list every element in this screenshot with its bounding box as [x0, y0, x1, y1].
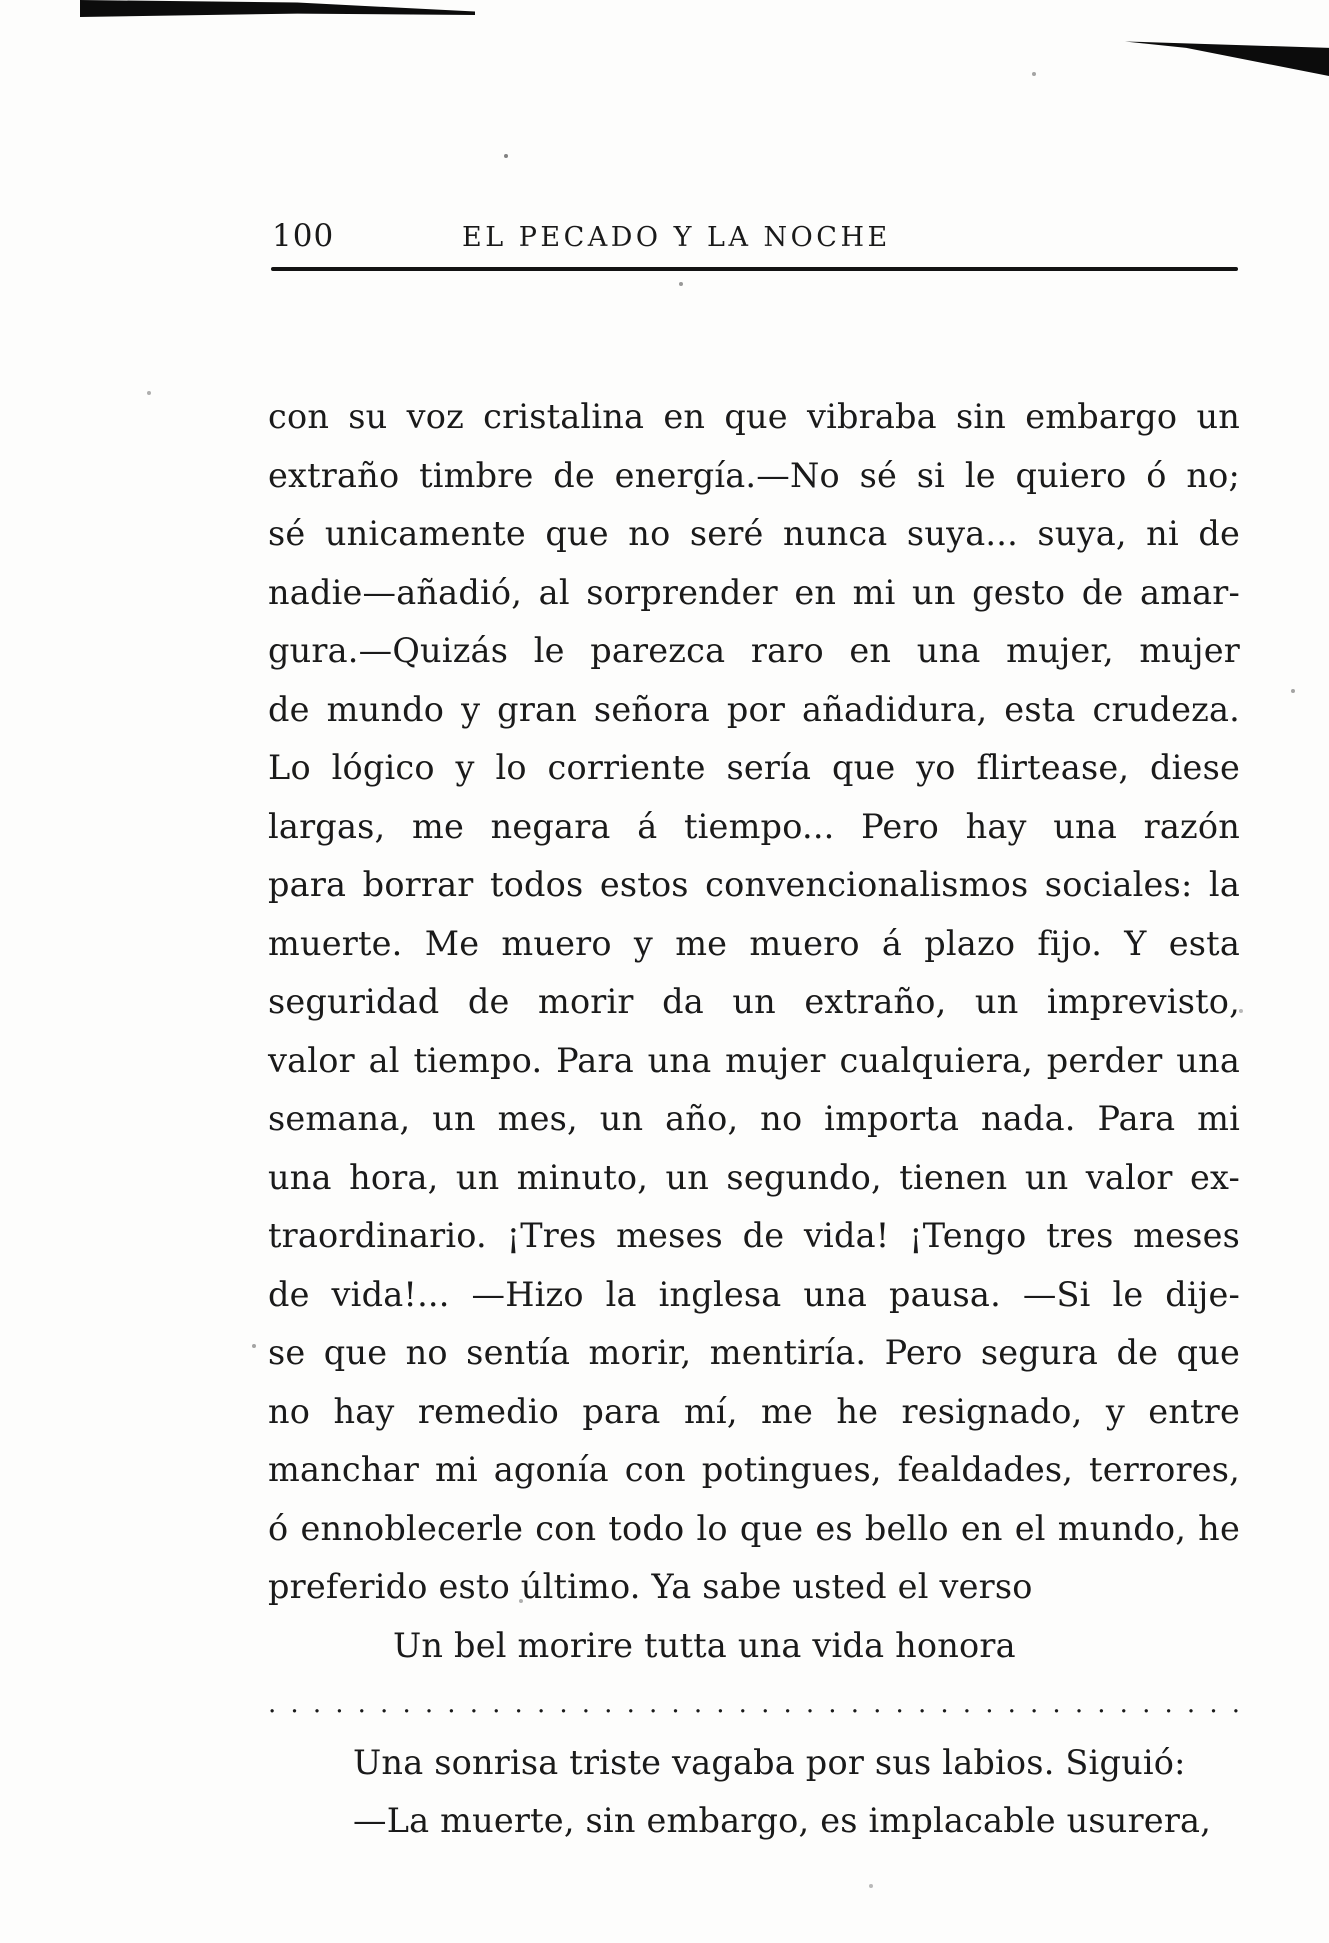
- paragraph-line: ó ennoblecerle con todo lo que es bello en el mundo, he: [268, 1508, 1240, 1548]
- paragraph-line: traordinario. ¡Tres meses de vida! ¡Tengo tres meses: [268, 1216, 1240, 1255]
- header-rule: [271, 267, 1238, 271]
- paragraph-line: extraño timbre de energía.—No sé si le quiero ó no;: [268, 455, 1240, 495]
- paragraph-line: manchar mi agonía con potingues, fealdades, terrores,: [268, 1450, 1240, 1489]
- closing-line-1: Una sonrisa triste vagaba por sus labios. Siguió:: [353, 1742, 1186, 1782]
- text-block: [268, 388, 1240, 1851]
- closing-line-2: —La muerte, sin embargo, es implacable usurera,: [353, 1801, 1212, 1840]
- scan-speckles: [0, 0, 2, 2]
- paragraph-line: se que no sentía morir, mentiría. Pero segura de que: [268, 1333, 1240, 1372]
- paragraph-line: seguridad de morir da un extraño, un imprevisto,: [268, 982, 1240, 1021]
- scan-artifact-top-left: [80, 0, 475, 17]
- ellipsis-row: . . . . . . . . . . . . . . . . . . . . . . . . . . . . . . . . . . . . . . . . . . . .: [268, 1689, 1240, 1719]
- paragraph-line: de vida!... —Hizo la inglesa una pausa. —Si le dije-: [268, 1274, 1240, 1314]
- paragraph-line: una hora, un minuto, un segundo, tienen un valor ex-: [268, 1157, 1240, 1197]
- paragraph-line: muerte. Me muero y me muero á plazo fijo. Y esta: [268, 923, 1240, 963]
- page-number: 100: [272, 218, 335, 254]
- paragraph-line: semana, un mes, un año, no importa nada. Para mi: [268, 1099, 1240, 1138]
- paragraph-line: de mundo y gran señora por añadidura, esta crudeza.: [268, 689, 1240, 729]
- paragraph-line: sé unicamente que no seré nunca suya... suya, ni de: [268, 514, 1240, 553]
- paragraph-line: para borrar todos estos convencionalismos sociales: la: [268, 865, 1240, 904]
- paragraph-line: no hay remedio para mí, me he resignado, y entre: [268, 1391, 1240, 1431]
- verse-line: Un bel morire tutta una vida honora: [393, 1625, 1016, 1665]
- paragraph-line: gura.—Quizás le parezca raro en una mujer, mujer: [268, 631, 1240, 670]
- paragraph-line: largas, me negara á tiempo... Pero hay una razón: [268, 806, 1240, 846]
- paragraph-line: valor al tiempo. Para una mujer cualquiera, perder una: [268, 1040, 1240, 1080]
- scan-artifact-top-right: [1125, 40, 1329, 76]
- paragraph-last-line: preferido esto último. Ya sabe usted el verso: [268, 1567, 1033, 1606]
- paragraph: [268, 388, 1240, 1558]
- paragraph-line: con su voz cristalina en que vibraba sin embargo un: [268, 397, 1240, 436]
- paragraph-line: Lo lógico y lo corriente sería que yo flirtease, diese: [268, 748, 1240, 787]
- page-header: [270, 218, 1240, 260]
- paragraph-line: nadie—añadió, al sorprender en mi un gesto de amar-: [268, 572, 1240, 612]
- running-title: EL PECADO Y LA NOCHE: [462, 222, 891, 253]
